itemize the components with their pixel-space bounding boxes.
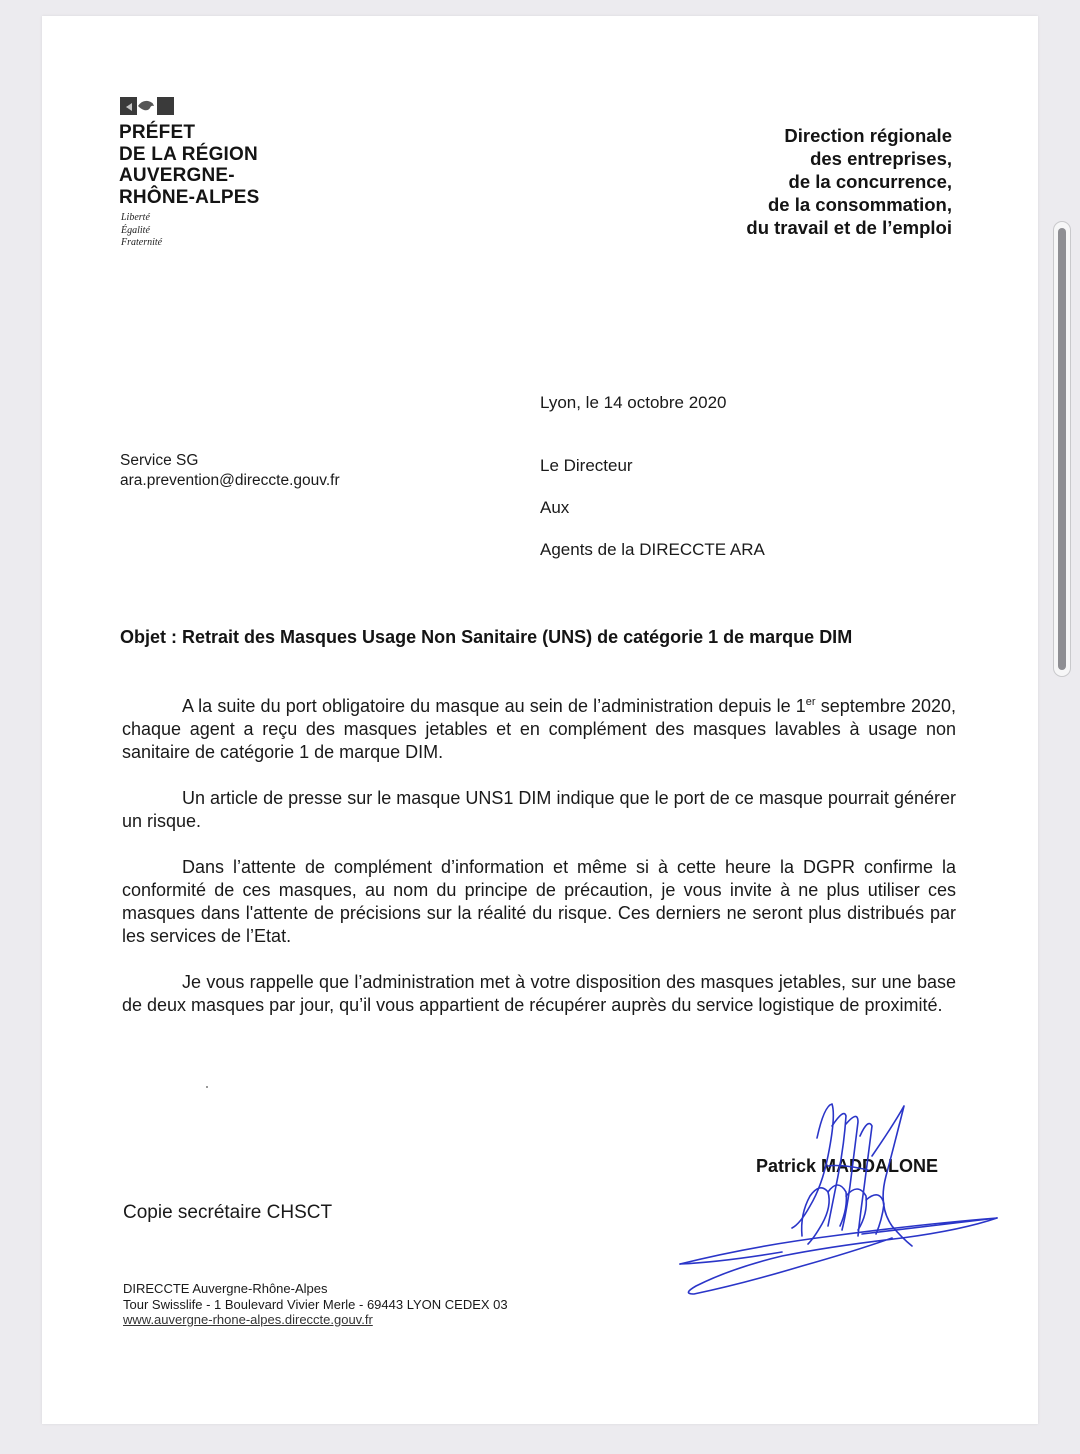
body-paragraph-4 <box>122 971 956 1017</box>
handwritten-signature <box>632 1096 1002 1306</box>
scrollbar-thumb[interactable] <box>1058 228 1066 670</box>
p2-text: Un article de presse sur le masque UNS1 DIM indique que le port de ce masque pourrait générer un risque. <box>122 788 956 831</box>
direction-line: de la concurrence, <box>788 171 952 192</box>
logo-line: PRÉFET <box>119 122 196 143</box>
body-paragraph-1 <box>122 695 956 764</box>
logo-line: DE LA RÉGION <box>119 143 258 165</box>
scrollbar[interactable] <box>1053 221 1071 677</box>
service-email: ara.prevention@direccte.gouv.fr <box>120 472 340 489</box>
subject-line: Objet : Retrait des Masques Usage Non Sanitaire (UNS) de catégorie 1 de marque DIM <box>120 627 853 647</box>
logo-line: RHÔNE-ALPES <box>119 186 260 208</box>
devise-line: Liberté <box>121 212 150 223</box>
p3-text: Dans l’attente de complément d’information et même si à cette heure la DGPR confirme la conformité de ces masques, au nom du principe de précaution, je vous invite à ne plus utiliser ces masques dans l'attente de précisions sur la réalité du risque. Ces derniers ne seront plus distribués par les services de l’Etat. <box>122 857 956 946</box>
direction-heading <box>746 124 952 239</box>
footer-website-link[interactable]: www.auvergne-rhone-alpes.direccte.gouv.fr <box>123 1312 373 1327</box>
devise-line: Égalité <box>121 224 150 236</box>
direction-line: des entreprises, <box>810 148 952 169</box>
footer-address-line: Tour Swisslife - 1 Boulevard Vivier Merle - 69443 LYON CEDEX 03 <box>123 1296 508 1312</box>
direction-line: du travail et de l’emploi <box>746 217 952 238</box>
footer-address <box>123 1281 508 1328</box>
p1-superscript: er <box>805 696 816 708</box>
prefet-logo-text <box>119 122 379 208</box>
signer-name: Patrick MADDALONE <box>756 1156 939 1176</box>
letter-page <box>42 16 1038 1424</box>
direction-line: de la consommation, <box>767 194 952 215</box>
date-line: Lyon, le 14 octobre 2020 <box>540 393 727 412</box>
direction-line: Direction régionale <box>784 125 952 146</box>
devise <box>121 212 162 250</box>
sender: Le Directeur <box>540 456 633 475</box>
p1-text-cont: septembre 2020, chaque agent a reçu des masques jetables et en complément des masques lavables à usage non sanitaire de catégorie 1 de marque DIM. <box>122 696 956 762</box>
body-paragraph-2 <box>122 787 956 833</box>
p4-text: Je vous rappelle que l’administration met à votre disposition des masques jetables, sur une base de deux masques par jour, qu’il vous appartient de récupérer auprès du service logistique de proximité. <box>122 972 956 1015</box>
p1-text: A la suite du port obligatoire du masque au sein de l’administration depuis le 1 <box>182 696 806 716</box>
speck <box>206 1086 208 1088</box>
body-paragraph-3 <box>122 856 956 948</box>
copy-note: Copie secrétaire CHSCT <box>123 1202 333 1223</box>
devise-line: Fraternité <box>121 237 163 248</box>
recipient-prefix: Aux <box>540 498 570 517</box>
marianne-logo-icon <box>120 97 174 115</box>
service-label: Service SG <box>120 452 199 469</box>
logo-line: AUVERGNE- <box>119 165 235 186</box>
recipient: Agents de la DIRECCTE ARA <box>540 540 765 559</box>
footer-org: DIRECCTE Auvergne-Rhône-Alpes <box>123 1281 328 1296</box>
